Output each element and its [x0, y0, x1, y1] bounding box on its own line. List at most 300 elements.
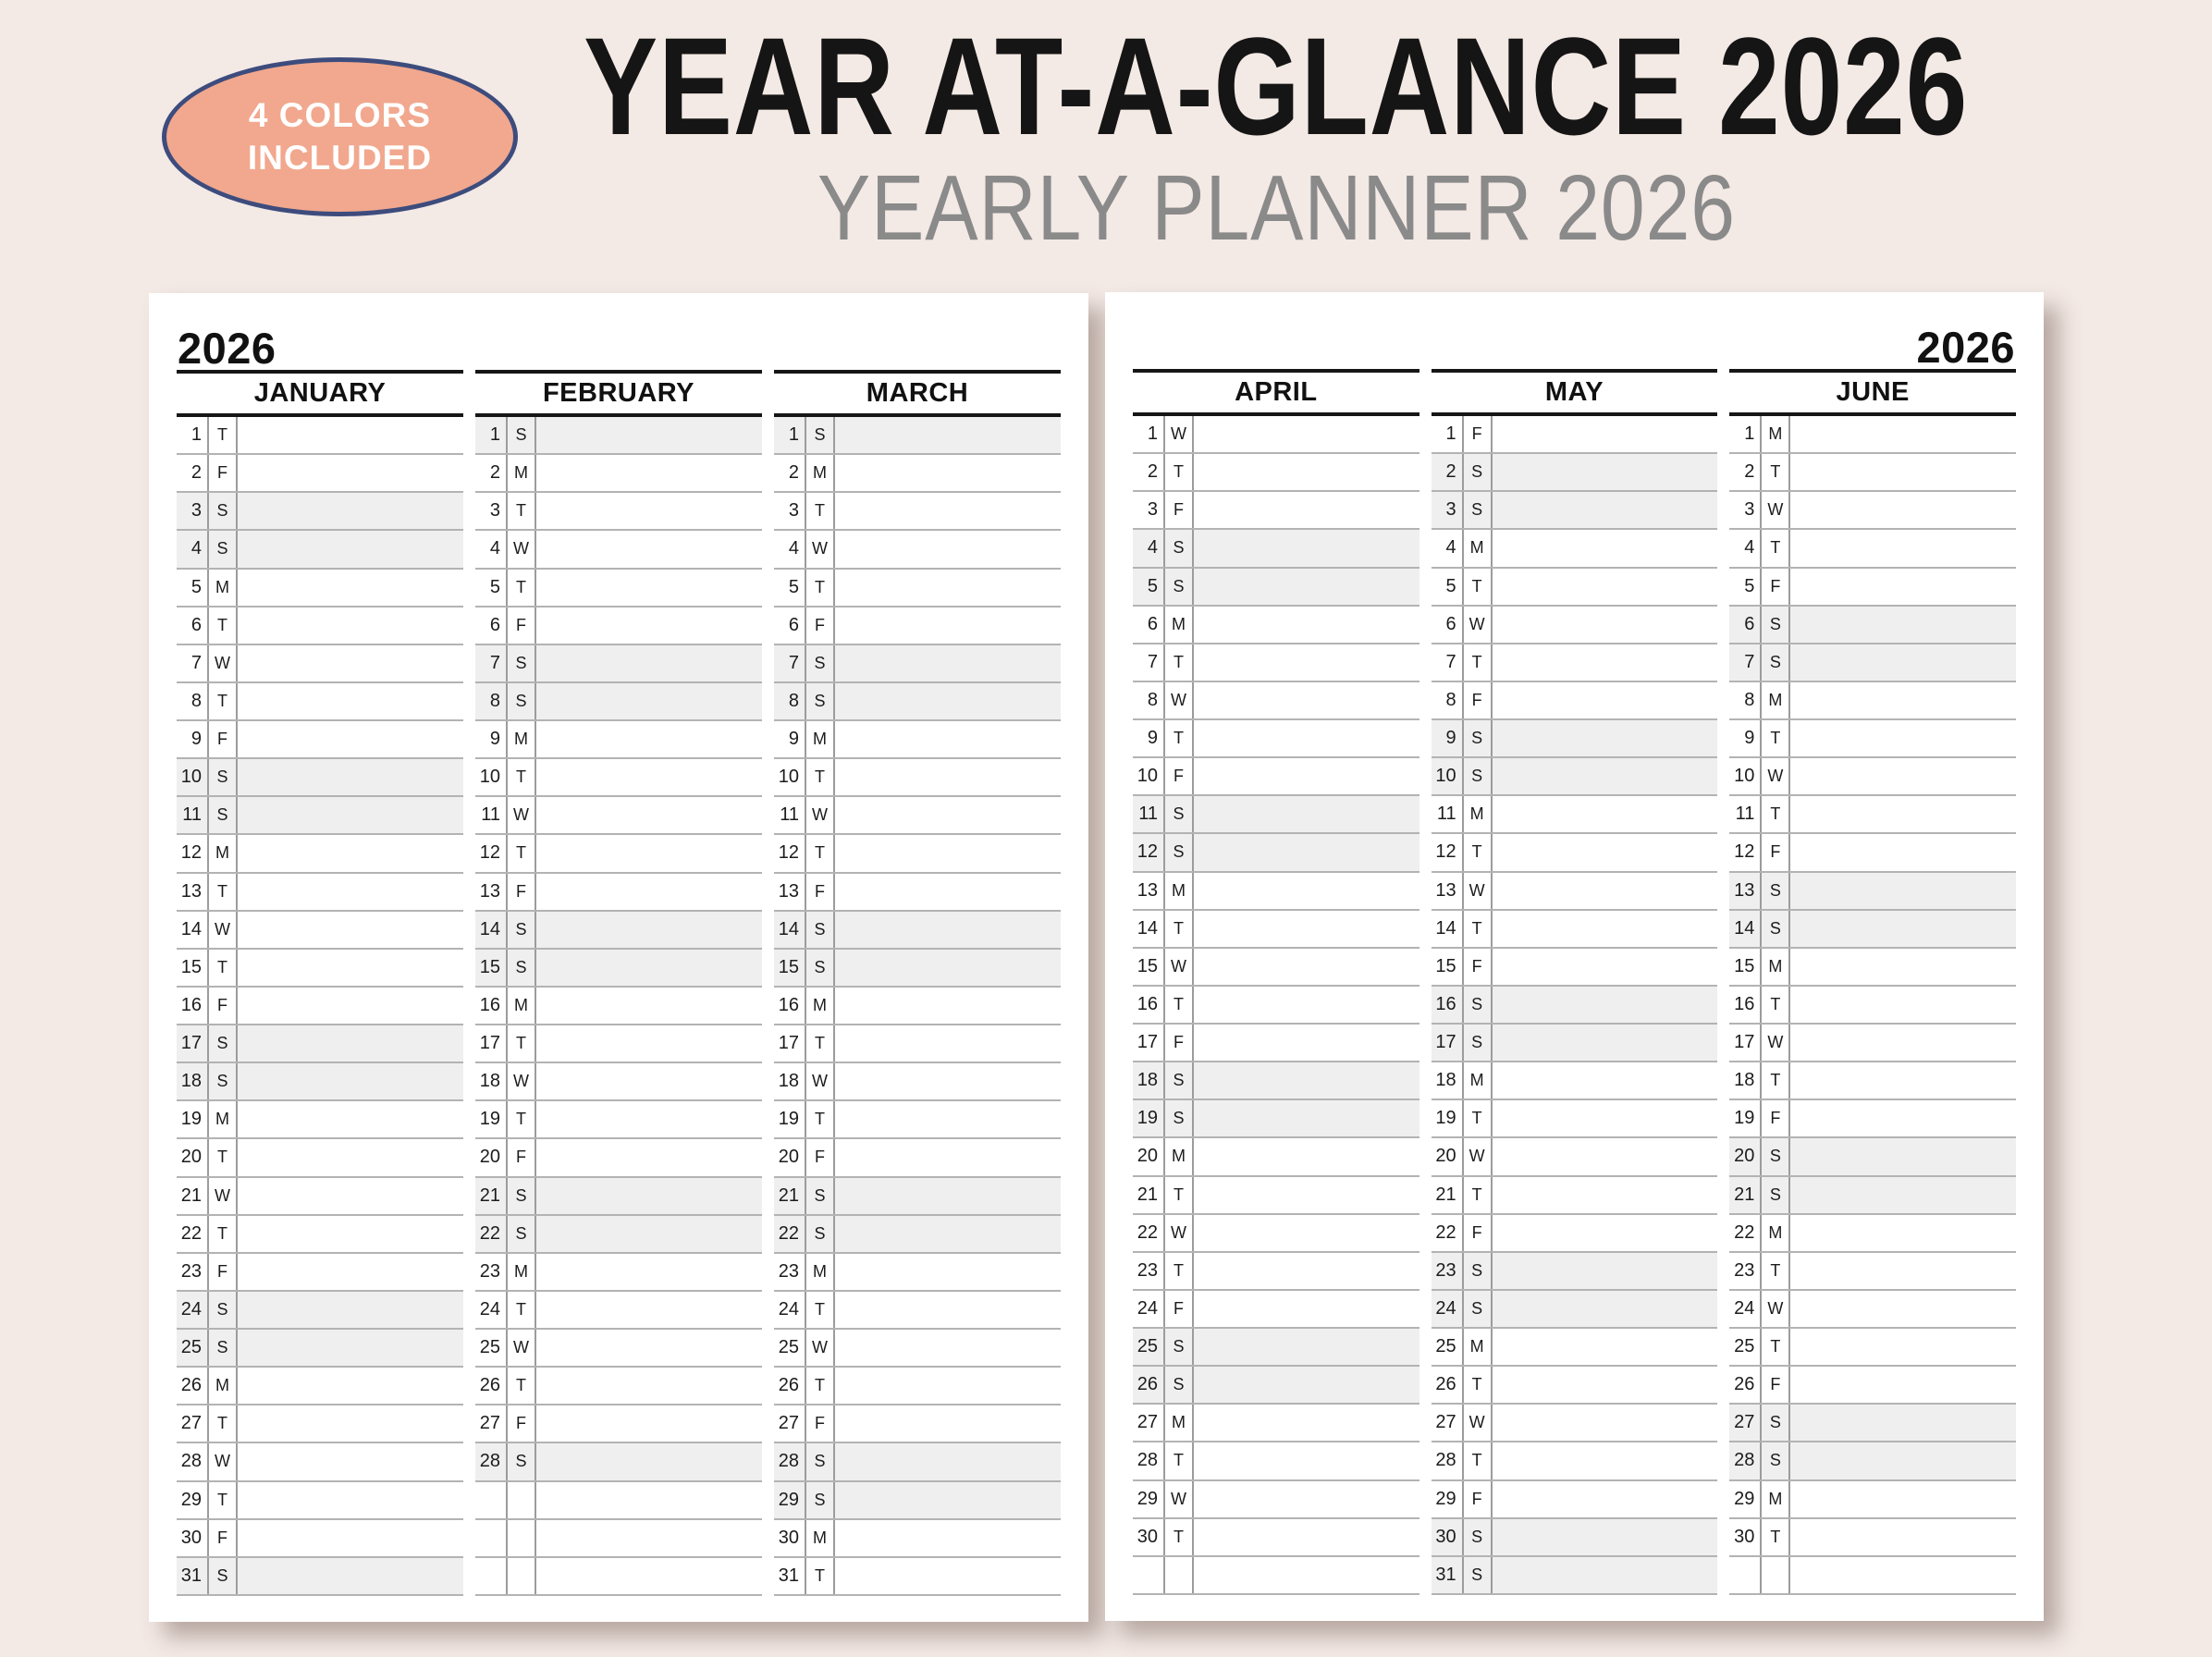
month-grid [774, 417, 1061, 1596]
day-notes-area [536, 1139, 762, 1175]
day-notes-area [1790, 1481, 2016, 1517]
day-row [1133, 569, 1419, 607]
day-row [1729, 834, 2016, 872]
day-notes-area [835, 1063, 1061, 1099]
day-row [1432, 492, 1718, 530]
day-number: 13 [177, 874, 209, 910]
header-titles [398, 8, 2155, 260]
day-notes-area [1493, 1215, 1718, 1251]
day-weekday-letter: F [1165, 1025, 1194, 1061]
day-notes-area [1194, 1100, 1419, 1136]
day-notes-area [238, 835, 463, 871]
day-row [177, 1063, 463, 1101]
day-notes-area [1790, 1405, 2016, 1441]
day-row [177, 1558, 463, 1596]
day-weekday-letter: S [1464, 1253, 1493, 1289]
month-name: MARCH [774, 370, 1061, 417]
day-number: 17 [1133, 1025, 1165, 1061]
day-notes-area [1493, 1253, 1718, 1289]
day-weekday-letter: M [1165, 1405, 1194, 1441]
day-row [177, 1025, 463, 1063]
day-number: 11 [1729, 796, 1762, 832]
day-row [475, 759, 762, 797]
day-number: 22 [1133, 1215, 1165, 1251]
day-weekday-letter: T [508, 1101, 536, 1137]
badge-line-2: INCLUDED [247, 139, 433, 177]
day-weekday-letter: T [508, 1025, 536, 1062]
day-row [177, 1482, 463, 1520]
day-number [475, 1482, 508, 1518]
day-row [1133, 682, 1419, 720]
day-row [1133, 1405, 1419, 1442]
day-number: 17 [1432, 1025, 1464, 1061]
day-number: 21 [1133, 1177, 1165, 1213]
day-row [1133, 758, 1419, 796]
day-row [1133, 1481, 1419, 1519]
day-weekday-letter: S [209, 531, 238, 567]
day-notes-area [1194, 758, 1419, 794]
day-notes-area [1493, 569, 1718, 605]
day-notes-area [536, 455, 762, 491]
day-weekday-letter: W [209, 645, 238, 681]
day-weekday-letter: S [806, 417, 835, 453]
day-notes-area [835, 1443, 1061, 1479]
day-number: 7 [774, 645, 806, 681]
day-number: 27 [1432, 1405, 1464, 1441]
day-notes-area [536, 1520, 762, 1556]
day-notes-area [1194, 1138, 1419, 1174]
planner-page-jan-mar [149, 293, 1088, 1622]
day-weekday-letter: S [1464, 1291, 1493, 1327]
day-row [1133, 1442, 1419, 1480]
day-row [475, 493, 762, 531]
day-number: 28 [177, 1443, 209, 1479]
day-row [1432, 569, 1718, 607]
day-number: 20 [1133, 1138, 1165, 1174]
day-row [1133, 1215, 1419, 1253]
day-number: 2 [475, 455, 508, 491]
day-weekday-letter: S [508, 417, 536, 453]
day-number: 8 [1729, 682, 1762, 718]
day-row [774, 835, 1061, 873]
day-row [177, 455, 463, 493]
day-weekday-letter: T [508, 570, 536, 606]
day-notes-area [1194, 530, 1419, 566]
day-weekday-letter: T [209, 683, 238, 719]
day-notes-area [238, 1216, 463, 1252]
day-weekday-letter: W [1165, 949, 1194, 985]
day-notes-area [536, 1443, 762, 1479]
day-notes-area [536, 835, 762, 871]
day-notes-area [1194, 682, 1419, 718]
day-notes-area [1194, 949, 1419, 985]
day-weekday-letter: S [1165, 1100, 1194, 1136]
day-row [475, 1063, 762, 1101]
day-row [774, 1330, 1061, 1368]
day-notes-area [536, 1025, 762, 1062]
day-number: 30 [774, 1520, 806, 1556]
day-row [1133, 1329, 1419, 1367]
day-number: 22 [177, 1216, 209, 1252]
day-number: 1 [1432, 416, 1464, 452]
day-notes-area [238, 1139, 463, 1175]
day-row [475, 1178, 762, 1216]
day-number: 12 [1432, 834, 1464, 870]
day-number: 31 [1432, 1557, 1464, 1593]
day-number: 16 [1133, 987, 1165, 1023]
day-notes-area [1790, 454, 2016, 490]
day-number: 7 [475, 645, 508, 681]
day-weekday-letter: S [209, 1063, 238, 1099]
day-row [774, 1178, 1061, 1216]
day-weekday-letter: F [1464, 416, 1493, 452]
month-column [1432, 369, 1718, 1595]
day-weekday-letter: T [806, 493, 835, 529]
day-weekday-letter: W [1762, 1291, 1790, 1327]
day-row [475, 721, 762, 759]
day-row [1729, 569, 2016, 607]
day-number: 24 [1133, 1291, 1165, 1327]
day-notes-area [1194, 1442, 1419, 1479]
day-weekday-letter: T [1165, 911, 1194, 947]
day-notes-area [238, 1482, 463, 1518]
day-number: 5 [774, 570, 806, 606]
day-notes-area [1194, 1215, 1419, 1251]
day-notes-area [1493, 987, 1718, 1023]
planner-page-apr-jun [1105, 292, 2044, 1621]
day-row [1133, 1138, 1419, 1176]
day-row [1133, 796, 1419, 834]
day-row [1432, 607, 1718, 644]
day-number: 6 [177, 608, 209, 644]
day-notes-area [1790, 911, 2016, 947]
day-weekday-letter: M [806, 988, 835, 1024]
day-notes-area [238, 531, 463, 567]
main-title: YEAR AT-A-GLANCE 2026 [584, 8, 1969, 164]
day-weekday-letter: F [806, 608, 835, 644]
day-notes-area [238, 988, 463, 1024]
day-weekday-letter: T [1762, 987, 1790, 1023]
day-number: 19 [177, 1101, 209, 1137]
months-grid [177, 370, 1061, 1596]
day-notes-area [1790, 644, 2016, 681]
day-weekday-letter: M [1762, 949, 1790, 985]
day-notes-area [1493, 949, 1718, 985]
day-weekday-letter: S [1464, 492, 1493, 528]
day-number: 16 [177, 988, 209, 1024]
day-number: 28 [475, 1443, 508, 1479]
day-weekday-letter: M [209, 1101, 238, 1137]
day-weekday-letter: M [1165, 873, 1194, 909]
day-number: 2 [1729, 454, 1762, 490]
day-weekday-letter: F [508, 1405, 536, 1442]
day-weekday-letter [508, 1482, 536, 1518]
day-weekday-letter: T [1165, 987, 1194, 1023]
day-weekday-letter: S [209, 1330, 238, 1366]
day-row [1432, 1329, 1718, 1367]
day-number: 24 [177, 1292, 209, 1328]
day-notes-area [536, 1178, 762, 1214]
day-weekday-letter: T [1762, 1062, 1790, 1099]
day-weekday-letter: F [508, 608, 536, 644]
day-row [1729, 1062, 2016, 1100]
day-row [475, 1216, 762, 1254]
day-row [177, 531, 463, 569]
day-notes-area [1194, 1291, 1419, 1327]
day-weekday-letter: S [1464, 758, 1493, 794]
day-weekday-letter: S [1464, 1025, 1493, 1061]
day-row [177, 1330, 463, 1368]
day-number: 30 [177, 1520, 209, 1556]
day-number: 25 [1432, 1329, 1464, 1365]
day-number: 29 [1133, 1481, 1165, 1517]
day-row [177, 721, 463, 759]
day-number: 17 [774, 1025, 806, 1062]
day-row [1133, 911, 1419, 949]
day-weekday-letter: T [508, 1368, 536, 1404]
day-number: 17 [475, 1025, 508, 1062]
day-weekday-letter: S [1762, 644, 1790, 681]
day-notes-area [835, 759, 1061, 795]
day-row [1432, 682, 1718, 720]
day-weekday-letter: M [806, 455, 835, 491]
day-row [1729, 1025, 2016, 1062]
day-row [177, 1368, 463, 1405]
day-row [1432, 1557, 1718, 1595]
day-notes-area [1790, 1100, 2016, 1136]
month-grid [1133, 416, 1419, 1595]
day-notes-area [835, 912, 1061, 948]
day-number: 11 [1133, 796, 1165, 832]
day-number [475, 1520, 508, 1556]
day-number: 10 [1432, 758, 1464, 794]
day-notes-area [1493, 607, 1718, 643]
day-row [1432, 416, 1718, 454]
day-weekday-letter: S [806, 683, 835, 719]
day-weekday-letter: F [1165, 758, 1194, 794]
day-notes-area [1493, 454, 1718, 490]
day-notes-area [536, 721, 762, 757]
day-weekday-letter: S [1165, 1367, 1194, 1403]
day-notes-area [536, 1292, 762, 1328]
day-row [774, 1254, 1061, 1292]
day-weekday-letter: W [508, 1330, 536, 1366]
day-notes-area [1194, 1557, 1419, 1593]
day-weekday-letter: T [209, 1139, 238, 1175]
day-number: 21 [475, 1178, 508, 1214]
day-number: 20 [1432, 1138, 1464, 1174]
day-row [475, 988, 762, 1025]
day-weekday-letter: T [1762, 796, 1790, 832]
day-row [774, 1216, 1061, 1254]
day-number: 5 [475, 570, 508, 606]
day-row [1432, 644, 1718, 682]
day-weekday-letter: F [209, 1520, 238, 1556]
day-weekday-letter: S [1464, 454, 1493, 490]
day-notes-area [1194, 834, 1419, 870]
day-weekday-letter: W [209, 1443, 238, 1479]
day-weekday-letter: F [1464, 949, 1493, 985]
day-weekday-letter: T [1165, 720, 1194, 756]
day-number: 17 [1729, 1025, 1762, 1061]
day-row [1432, 454, 1718, 492]
day-weekday-letter: M [508, 455, 536, 491]
day-notes-area [1194, 416, 1419, 452]
day-row [177, 493, 463, 531]
day-notes-area [536, 1405, 762, 1442]
day-number: 24 [1729, 1291, 1762, 1327]
day-number: 19 [1432, 1100, 1464, 1136]
day-row [177, 570, 463, 608]
day-number: 6 [1432, 607, 1464, 643]
day-number: 7 [177, 645, 209, 681]
day-row [475, 1405, 762, 1443]
day-number: 25 [1133, 1329, 1165, 1365]
day-number: 22 [774, 1216, 806, 1252]
day-notes-area [1493, 530, 1718, 566]
day-row [475, 912, 762, 950]
day-number: 6 [475, 608, 508, 644]
day-number: 13 [1133, 873, 1165, 909]
day-row [177, 988, 463, 1025]
month-column [1133, 369, 1419, 1595]
month-grid [1729, 416, 2016, 1595]
day-row [1432, 1519, 1718, 1557]
day-notes-area [536, 608, 762, 644]
day-row [1729, 911, 2016, 949]
day-row [475, 835, 762, 873]
day-weekday-letter: M [508, 721, 536, 757]
day-notes-area [1194, 644, 1419, 681]
day-notes-area [536, 417, 762, 453]
day-row [774, 912, 1061, 950]
day-number: 20 [177, 1139, 209, 1175]
day-row [1133, 607, 1419, 644]
day-notes-area [238, 1101, 463, 1137]
day-row [1133, 416, 1419, 454]
day-weekday-letter: S [209, 1292, 238, 1328]
day-row [475, 1558, 762, 1596]
day-row [475, 531, 762, 569]
day-row [177, 683, 463, 721]
month-grid [475, 417, 762, 1596]
day-number: 9 [177, 721, 209, 757]
day-row [1729, 1519, 2016, 1557]
day-notes-area [1493, 644, 1718, 681]
day-notes-area [238, 1520, 463, 1556]
day-number: 29 [177, 1482, 209, 1518]
day-number: 2 [774, 455, 806, 491]
day-row [1133, 1557, 1419, 1595]
day-row [1729, 454, 2016, 492]
day-number: 8 [1133, 682, 1165, 718]
day-notes-area [1194, 873, 1419, 909]
day-number: 4 [1432, 530, 1464, 566]
day-notes-area [238, 1178, 463, 1214]
day-notes-area [835, 988, 1061, 1024]
day-weekday-letter: S [1762, 1405, 1790, 1441]
day-number: 12 [1729, 834, 1762, 870]
day-number: 14 [774, 912, 806, 948]
day-row [177, 835, 463, 873]
day-row [1729, 492, 2016, 530]
day-row [177, 1178, 463, 1216]
day-notes-area [238, 912, 463, 948]
day-notes-area [1493, 1291, 1718, 1327]
day-number: 20 [774, 1139, 806, 1175]
day-number: 3 [177, 493, 209, 529]
day-weekday-letter: M [1464, 530, 1493, 566]
day-number: 11 [774, 797, 806, 833]
day-weekday-letter: M [1165, 607, 1194, 643]
day-number: 22 [1729, 1215, 1762, 1251]
day-notes-area [1493, 1100, 1718, 1136]
day-row [774, 1025, 1061, 1063]
day-number: 5 [1432, 569, 1464, 605]
day-row [1133, 492, 1419, 530]
day-row [177, 1216, 463, 1254]
day-weekday-letter: F [508, 1139, 536, 1175]
day-row [475, 1482, 762, 1520]
day-notes-area [1493, 1177, 1718, 1213]
day-notes-area [1194, 1025, 1419, 1061]
badge-line-1: 4 COLORS [248, 95, 432, 134]
day-row [1133, 873, 1419, 911]
day-notes-area [1493, 1138, 1718, 1174]
day-number: 5 [1133, 569, 1165, 605]
day-number: 20 [475, 1139, 508, 1175]
day-notes-area [1790, 682, 2016, 718]
day-weekday-letter: T [1464, 1100, 1493, 1136]
day-weekday-letter: W [1165, 1481, 1194, 1517]
day-number: 9 [774, 721, 806, 757]
day-notes-area [1790, 758, 2016, 794]
day-row [1729, 1329, 2016, 1367]
day-number: 3 [475, 493, 508, 529]
day-row [774, 874, 1061, 912]
day-weekday-letter [1762, 1557, 1790, 1593]
day-notes-area [238, 1025, 463, 1062]
day-row [1133, 530, 1419, 568]
day-notes-area [238, 570, 463, 606]
day-number: 26 [774, 1368, 806, 1404]
day-number: 7 [1432, 644, 1464, 681]
day-number: 26 [475, 1368, 508, 1404]
day-notes-area [238, 1063, 463, 1099]
day-row [1432, 1367, 1718, 1405]
day-notes-area [536, 1330, 762, 1366]
day-weekday-letter: S [806, 1482, 835, 1518]
day-row [177, 912, 463, 950]
day-notes-area [536, 645, 762, 681]
day-weekday-letter: M [1762, 1481, 1790, 1517]
day-row [774, 455, 1061, 493]
day-row [1729, 416, 2016, 454]
day-row [774, 1292, 1061, 1330]
day-row [177, 1254, 463, 1292]
day-row [1729, 987, 2016, 1025]
day-notes-area [238, 608, 463, 644]
day-row [1432, 1253, 1718, 1291]
day-weekday-letter: T [508, 493, 536, 529]
day-notes-area [238, 950, 463, 986]
day-weekday-letter: T [1165, 644, 1194, 681]
day-notes-area [1194, 1405, 1419, 1441]
day-weekday-letter: M [806, 1520, 835, 1556]
day-weekday-letter: S [508, 1216, 536, 1252]
day-weekday-letter: T [1762, 720, 1790, 756]
day-notes-area [1194, 720, 1419, 756]
